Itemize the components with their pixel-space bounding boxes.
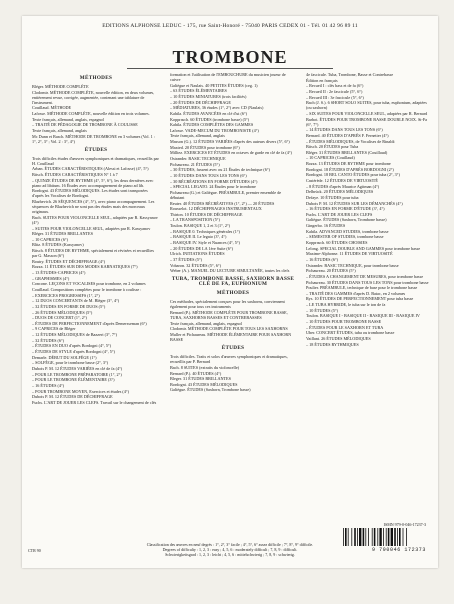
catalog-entry: Mc Dunn et Basch. MÉTHODE DE TROMBONE en 3 volumes (Vol. 1 : 1°, 2°, 3° ; Vol. 2 : 3°, 4°) [32, 133, 155, 144]
catalog-entry: – POUR TROMBONE MOYEN, Exercices et études (4°) [32, 388, 129, 394]
catalog-entry: 4e fascicule. Tuba, Trombone, Basse et Contrebasse [306, 72, 394, 77]
catalog-entry: Clodomir. MÉTHODE COMPLÈTE, nouvelle édition, en deux volumes, entièrement revue, corrigée, augmentée, contenant une tablature de l'instrument. [32, 89, 155, 105]
catalog-entry: Boutry. ÉTUDES ET DÉCHIFFRAGE (4°) [32, 258, 106, 264]
catalog-entry: Texte français, allemand, anglais [32, 127, 87, 133]
catalog-entry: Poulier. PRÉAMBULE, technique de base pour le trombone basse [306, 285, 418, 291]
catalog-entry: – 10 CAPRICES (6°) [32, 236, 68, 242]
catalog-entry: Bach. SUITES POUR VIOLONCELLE SEUL, adaptées par R. Kassyanov (4°) [32, 214, 158, 225]
catalog-entry: Bozza. 13 ÉTUDES DE RYTHME pour trombone [306, 161, 391, 167]
column-right [306, 72, 432, 347]
catalog-entry: Texte français, allemand, anglais, espagnol [170, 320, 242, 326]
catalog-entry: – ÉTUDES POUR LE SAXHORN ET TUBA [306, 324, 384, 330]
catalog-entry: – 16 ÉTUDES EN FORME D'ÉTUDE (3°, 4°) [306, 206, 385, 212]
catalog-entry: Bléger. MÉTHODE COMPLÈTE [32, 84, 89, 90]
catalog-entry: – 20 ÉTUDES DE LA 1ère Suite (6°) [170, 245, 233, 251]
catalog-entry: – 10 ÉTUDES DANS TOUS LES TONS (6°) [170, 172, 247, 178]
catalog-entry: Ostrander. BASIC TECHNIQUE, pour trombone basse [306, 262, 399, 268]
catalog-entry: – ÉTUDES DE STYLE d'après Bordogni (4°, 5°) [32, 349, 115, 355]
catalog-entry: – 9 CAPRICES de Bléger [32, 326, 76, 332]
catalog-entry: Castérède. 12 ÉTUDES DE VIRTUOSITÉ [306, 177, 378, 183]
catalog-entry: – POUR LE TROMBONE PRÉPARATOIRE (1°, 2°) [32, 371, 122, 377]
barcode-number: 9 790046 172373 [371, 547, 426, 553]
catalog-entry: – LE TUBA HYBRIDE, le tuba sur le ton de fa [306, 302, 386, 308]
catalog-entry: Lafosse. MÉTHODE COMPLÈTE, nouvelle édition en trois volumes. [32, 111, 150, 117]
catalog-entry: Bernard (P.). 40 ÉTUDES (4°) [170, 370, 222, 376]
catalog-entry: Kopprasch. 60 ÉTUDES (trombone basse) (5°) [170, 116, 250, 122]
catalog-entry: Bach. 8 SUITES (extraits du violoncelle) [170, 364, 240, 370]
section-heading: MÉTHODES [79, 75, 113, 81]
catalog-entry: – TRAITÉ DES GAMMES d'après D. Batac, en 2 volumes [306, 290, 406, 296]
catalog-entry: Kahila. ÉTUDES AVANCÉES en clé d'ut (6°) [170, 110, 248, 116]
catalog-entry: – Recueil II : 2e fascicule (5°, 6°) [306, 88, 363, 94]
catalog-entry: Ostrander. BASIC TECHNIQUE [170, 156, 226, 162]
catalog-entry: Toulon. BASIQUE I - BASIQUE II - BASIQUE III - BASIQUE IV [306, 313, 420, 319]
section-heading: MÉTHODES [216, 290, 250, 297]
catalog-entry: – 10 CAPRICES (Couillaud) [306, 155, 355, 161]
catalog-entry: – 16 ÉTUDES (6°) [306, 256, 339, 262]
catalog-entry: – 63 ÉTUDES ÉLÉMENTAIRES [170, 88, 227, 94]
catalog-entry: – 10 ÉTUDES (5°) [306, 307, 339, 313]
catalog-entry: Bordogni. 43 ÉTUDES MÉLODIQUES [170, 381, 238, 387]
catalog-entry: Kahila. ADVANCED STUDIES, trombone basse [306, 228, 389, 234]
catalog-entry: Ulrich. INITIATIONS ÉTUDES [170, 251, 225, 257]
catalog-entry: Bléger. 31 ÉTUDES BRILLANTES [32, 231, 93, 237]
catalog-entry: Muller et Pichaureau. MÉTHODE ÉLÉMENTAIRE POUR SAXHORN BASSE [170, 332, 292, 343]
catalog-entry: – 14 ÉTUDES DANS TOUS LES TONS (6°) [306, 127, 383, 133]
catalog-entry: Texte français, allemand, anglais, espagnol [32, 116, 104, 122]
catalog-entry: Arban. ÉTUDES CARACTÉRISTIQUES (Alessi et Lafosse) (4°, 5°) [32, 166, 149, 172]
catalog-entry: Delbrück. 20 ÉTUDES MÉLODIQUES [306, 189, 374, 195]
isbn-label: ISMN 979-0-046-17237-3 [383, 522, 426, 527]
catalog-entry: Barbot. ÉTUDES POUR TROMBONE BASSE DOUBLE NOIX. Si-Fa (6°, 7°) [306, 116, 428, 127]
catalog-entry: Fuchs. L'ART DE JOUER LES CLEFS [306, 211, 373, 217]
catalog-entry: – Recueil III : 3e fascicule (5°, 6°) [306, 94, 364, 100]
catalog-entry: Dubois P. M. 12 ÉTUDES DE DÉCHIFFRAGE [32, 394, 113, 400]
catalog-entry: Couillaud. Compositions complètes pour le trombone à coulisse : [32, 286, 142, 292]
catalog-entry: Kopprasch. 60 ÉTUDES CHOISIES [306, 240, 368, 246]
catalog-entry: Blitz. 8 ÉTUDES (Kassyanov) [32, 242, 84, 248]
legend-line-de: Schwierigkeitsgrad : 1, 2, 3 : leicht ; 4, 5, 6 : mittelschwierig ; 7, 8, 9 : schwierig. [165, 551, 295, 557]
catalog-entry: – BASIQUE 0. Techniques générales (1°) [170, 228, 240, 234]
catalog-entry: – LA TRANSPOSITION (5°) [170, 217, 220, 223]
catalog-entry: Toulon. BASIQUE 1, 2 et 3 (1°, 2°) [170, 223, 231, 229]
catalog-entry: Galiègue. ÉTUDES (Saxhorn, Trombone basse) [306, 217, 387, 223]
catalog-entry: Galiègue et Naulais. 40 PETITES ÉTUDES (ceg. 1) [170, 82, 258, 88]
catalog-entry: Texte français, allemand, anglais [170, 133, 225, 139]
catalog-entry: – SPECIAL LEGATO. 24 Études pour le trombone [170, 184, 256, 190]
catalog-entry: – ÉTUDES MÉLODIQUES, de Vocalises de Rinaldi [306, 138, 395, 144]
catalog-entry: Galiègue. ÉTUDES (Saxhorn, Trombone basse) [170, 387, 251, 393]
catalog-entry: Bordogni. 18 ÉTUDES D'APRÈS BORDOGNI (2°) [306, 166, 394, 172]
page-title: TROMBONE [172, 47, 288, 67]
catalog-entry: – MÉDIATURES, 36 études (1°, 2°) avec CD (Naulais) [170, 105, 264, 111]
catalog-entry: – 32 ÉTUDES EN FORME DE DUOS (5°) [32, 303, 106, 309]
catalog-entry: Gingerbo. 16 ÉTUDES [306, 223, 346, 229]
catalog-entry: Fuchs. L'ART DE JOUER LES CLEFS. Travail sur le changement de clés [32, 399, 157, 405]
catalog-entry: Bitsch. 20 ÉTUDES pour Tuba [306, 144, 359, 150]
catalog-entry: Pichaureau (G.) et Galiègue. PRÉAMBULE, premier ensemble de débutant [170, 189, 282, 200]
catalog-entry: – 30 ÉTUDES, fussent avec ou 21 Études de technique (6°) [170, 167, 270, 173]
catalog-entry: Bitsch. ÉTUDES CARACTÉRISTIQUES N° 1 à 7 [32, 172, 118, 178]
catalog-entry: Édition en français [306, 77, 338, 83]
catalog-entry: Bach (J. S.). 6 SHORT SOLO SUITES, pour tuba, euphonium, adaptées (ou saxhorn) [306, 100, 427, 111]
catalog-entry: – TRAITÉ DE PÉDAGOGIE DE TROMBONE À COULISSE [32, 122, 138, 128]
catalog-entry: Pichaureau. 20 ÉTUDES (5°) [306, 268, 356, 274]
catalog-entry: Blazhevich. 26 SÉQUENCES (4°, 5°), avec piano accompagnement. Les séquences de Blazhevich ne sont pas des études mais des morceaux originaux. [32, 199, 155, 215]
catalog-entry: Bozza. 11 ÉTUDES SUR DES MODES KARNATIQUES (7°) [32, 264, 138, 270]
catalog-entry: Bernard. 40 ÉTUDES D'APRÈS F. Fernetier (4°) [306, 132, 389, 138]
catalog-entry: Weber (A.). MANUEL DU LECTURE SIMULTANÉE, toutes les clefs [170, 268, 290, 274]
catalog-page [22, 16, 438, 568]
catalog-entry: Trois difficiles. Traits et solos d'œuvres symphoniques et dramatiques, recueillis par P. Bernard [170, 354, 288, 365]
catalog-entry: Lelong. SPECIAL DOUBLE AND GAMMES pour trombone basse [306, 245, 421, 251]
catalog-entry: – EXERCICES PROGRESSIFS (1°, 2°) [32, 292, 100, 298]
section-heading: ÉTUDES [221, 345, 245, 352]
publisher-header: EDITIONS ALPHONSE LEDUC - 175, rue Saint-Honoré - 75040 PARIS CEDEX 01 - Tél. 01 42 96 89 11 [102, 23, 358, 29]
catalog-entry: Defaye. 10 ÉTUDES pour tuba [306, 194, 359, 200]
catalog-entry: Dubois P. M. 12 ÉTUDES SUR LES DÉMANCHÉS (4°) [306, 200, 403, 206]
catalog-entry: Kahila. ÉTUDES COMPLÈTES DES GAMMES [170, 122, 254, 128]
catalog-entry: Maxime-Alphonse. 11 ÉTUDES DE VIRTUOSITÉ [306, 251, 393, 257]
legend-line-en: Degrees of difficulty : 1, 2, 3 : easy ; 4, 5, 6 : moderately difficult ; 7, 8, 9 : difficult. [162, 546, 298, 552]
catalog-entry: – 37 ÉTUDES (5°) [170, 256, 203, 262]
catalog-entry: – SEMESTER OF STUDIES, trombone basse [306, 234, 384, 240]
catalog-entry: – 13 ÉTUDES-CAPRICES (4°) [32, 270, 86, 276]
catalog-entry: – 12 DUOS CONCERTANTS de M. Bléger (3°, 4°) [32, 298, 120, 304]
catalog-entry: Rousselot. 12 DÉCHIFFRAGES INSTRUMENTAUX [170, 206, 262, 212]
catalog-entry: – QUINZE ÉTUDES DE RYTHME (4°, 5°, 6°), les deux dernières avec piano ad libitum. 16 Études avec accompagnement de piano ad lib. [32, 177, 154, 188]
catalog-entry: – 18 ÉTUDES RYTHMIQUES [306, 341, 359, 347]
catalog-entry: – Recueil I : clés bass et de fa (6°) [306, 83, 364, 89]
catalog-entry: Concone. LEÇONS ET VOCALISES pour trombone, en 2 volumes [32, 281, 146, 287]
catalog-entry: – GRAPHISMES (4°) [32, 275, 70, 281]
catalog-entry: Pichaureau. 21 ÉTUDES (5°) [170, 161, 220, 167]
catalog-entry: Maxted. 20 ÉTUDES pour trombone (6°) [170, 144, 240, 150]
catalog-entry: – SUITES POUR VIOLONCELLE SEUL, adaptées par R. Kassyanov [32, 225, 151, 231]
catalog-entry: – 10 ÉTUDES POUR TROMBONE BASSE [306, 319, 382, 324]
catalog-entry: Bitsch. 8 ÉTUDES DE RYTHME, spécialement et révisées et recueillies par G. Masson (6°) [32, 248, 154, 259]
catalog-entry: – POUR LE TROMBONE ÉLÉMENTAIRE (3°) [32, 377, 115, 383]
catalog-entry: formation et l'utilisation de l'EMBOUCHURE du musicien joueur de cuivre [170, 72, 286, 83]
catalog-entry: Dubois P. M. 12 ÉTUDES VARIÉES en clé de fa (4°) [32, 365, 123, 371]
catalog-entry: Couillaud. MÉTHODE [32, 105, 72, 111]
catalog-entry: Thirion. 10 ÉTUDES DE DÉCHIFFRAGE [170, 211, 243, 217]
catalog-entry: – SIX SUITES POUR VIOLONCELLE SEUL, adaptées par R. Bernard [306, 110, 428, 116]
catalog-entry: Bernard (P.). MÉTHODE COMPLÈTE POUR TROMBONE BASSE, TUBA, SAXHORNS BASSES ET CONTREBASSES [170, 310, 288, 321]
catalog-entry: Vaillant. 26 ÉTUDES MÉLODIQUES [306, 335, 371, 341]
catalog-entry: Uber. CONCERT ÉTUDES, tuba ou trombone basse [306, 330, 395, 336]
catalog-entry: Bordogni. 18 BEL CANTO ÉTUDES pour tuba (2°, 3°) [306, 172, 400, 178]
catalog-entry: – 30 RÉCRÉATIONS EN FORME D'ÉTUDES (4°) [170, 178, 258, 184]
catalog-entry: – 8 ÉTUDES d'après Maurice Agitman (4°) [306, 183, 380, 189]
catalog-entry: – ÉTUDES EN DUO d'après Bordogni (4°, 5°) [32, 343, 112, 349]
catalog-entry: – SOLFÈGE, pour le trombone basse (2°, 3°) [32, 360, 109, 366]
section-heading: TUBA, TROMBONE BASSE, SAXHORN BASSE CLÉ DE FA, EUPHONIUM [171, 276, 295, 288]
column-middle [170, 72, 296, 393]
section-heading: ÉTUDES [84, 146, 108, 153]
catalog-entry: Ces méthodes, spécialement conçues pour les saxhorns, conviennent également pour tous ces instruments [170, 299, 285, 310]
legend-line-fr: Classification des œuvres en neuf degrés : 1°, 2°, 3° facile ; 4°, 5°, 6° assez difficile ; 7°, 8°, 9° difficile. [146, 542, 314, 547]
column-left [32, 72, 160, 405]
catalog-entry: Reuter. 40 ÉTUDES RÉCRÉATIVES (1°, 2°) — 20 ÉTUDES [170, 200, 275, 206]
catalog-entry: Lafosse. VADE-MECUM DU TROMBONISTE (4°) [170, 127, 259, 133]
catalog-entry: – 20 ÉTUDES DE DÉCHIFFRAGE [170, 99, 231, 105]
catalog-number: CTR 90 [28, 548, 41, 553]
catalog-entry: – ÉTUDES A CHANGEMENT DE MESURES, pour trombone basse [306, 273, 424, 279]
catalog-entry: – 26 ÉTUDES MÉLODIQUES (5°) [32, 309, 93, 315]
catalog-entry: Milliez. EXERCICES ET ÉTUDES en octaves de garde en clé de fa (4°) [170, 150, 292, 156]
catalog-entry: – 12 ÉTUDES MÉLODIQUES de Bazzeri (3°, 7°) [32, 332, 117, 338]
catalog-entry: – DUOS DE CONCERT (1°, 2°) [32, 315, 87, 321]
catalog-entry: – ÉTUDES DE PERFECTIONNEMENT d'après Demersseman (6°) [32, 320, 147, 326]
catalog-entry: Bléger. 31 ÉTUDES BRILLANTES (Couillaud) [306, 149, 388, 155]
catalog-entry: – BASIQUE IV. Style et Nuances (4°, 5°) [170, 240, 240, 246]
catalog-entry: Bordogni. 43 ÉTUDES MÉLODIQUES. Les études sont transposées d'après les Vocalises de Bordogni. [32, 188, 148, 199]
catalog-entry: Rys. 10 ÉTUDES DE PERFECTIONNEMENT pour tuba basse [306, 296, 414, 302]
catalog-entry: Clodomir. MÉTHODE COMPLÈTE POUR TOUS LES SAXHORNS [170, 326, 288, 332]
catalog-entry: Pichaureau. 30 ÉTUDES DANS TOUS LES TONS pour trombone basse [306, 279, 429, 285]
title-divider [127, 68, 333, 69]
catalog-entry: – 10 ÉTUDES MINIATURES (trois facilités) [170, 93, 247, 99]
catalog-entry: Bleger. 31 ÉTUDES BRILLANTES [170, 376, 231, 382]
catalog-entry: Masson (G.). 12 ÉTUDES VARIÉES d'après des auteurs divers (5°, 6°) [170, 139, 290, 145]
catalog-entry: Vobaron. 32 ÉTUDES (5°, 6°) [170, 262, 221, 268]
catalog-entry: – 16 ÉTUDES (4°) [32, 382, 65, 388]
difficulty-legend [22, 543, 438, 557]
catalog-entry: – 32 ÉTUDES (6°) [32, 337, 65, 343]
catalog-entry: – BASIQUE II. Le legato (3°, 4°) [170, 234, 227, 240]
catalog-entry: Demarle. DÉBUT DU SOLFÈGE (1°) [32, 354, 97, 360]
catalog-entry: Trois difficiles études d'œuvres symphoniques et dramatiques, recueillis par H. Couillaud [32, 155, 159, 166]
